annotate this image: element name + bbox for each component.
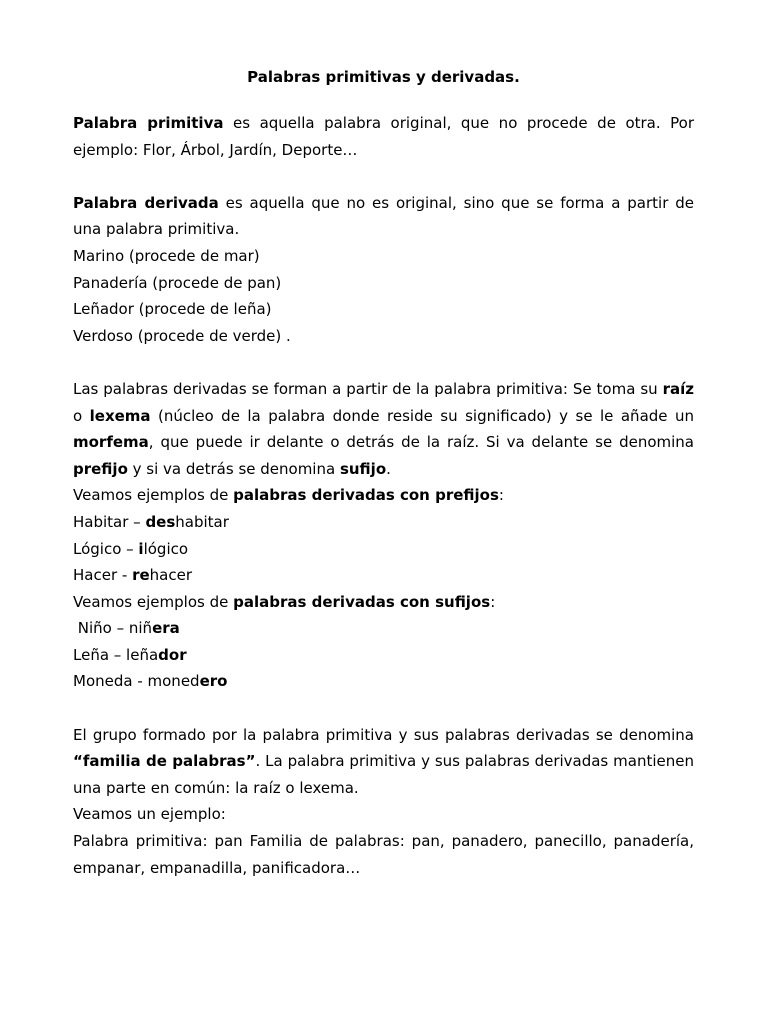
example-base: Leña – leña (73, 645, 159, 664)
formation-text: . (386, 459, 391, 478)
example-rest: hacer (149, 566, 192, 585)
example-base: Habitar – (73, 512, 146, 531)
example-rest: lógico (143, 539, 189, 558)
spacer (73, 695, 694, 722)
sufijo-example (73, 615, 694, 642)
example-affix: re (132, 566, 150, 585)
familia-text: El grupo formado por la palabra primitiva y sus palabras derivadas se denomina (73, 725, 694, 744)
example-rest: habitar (175, 512, 229, 531)
example-base: Hacer - (73, 566, 133, 585)
paragraph-primitiva (73, 110, 694, 163)
derivada-example: Verdoso (procede de verde) . (73, 326, 291, 345)
formation-term: lexema (89, 406, 151, 425)
example-base: Niño – niñ (73, 619, 153, 638)
example-affix: dor (158, 645, 187, 664)
familia-term: “familia de palabras” (73, 752, 256, 771)
prefijos-intro (73, 482, 694, 509)
derivada-example: Panadería (procede de pan) (73, 273, 282, 292)
document-page (73, 66, 694, 881)
sufijo-example (73, 668, 694, 695)
paragraph-familia (73, 722, 694, 802)
term-derivada: Palabra derivada (73, 193, 219, 212)
example-affix: des (145, 512, 176, 531)
spacer (73, 163, 694, 190)
example-affix: ero (199, 672, 228, 691)
prefijos-intro-end: : (498, 486, 504, 505)
prefijos-intro-text: Veamos ejemplos de (73, 486, 234, 505)
formation-text: (núcleo de la palabra donde reside su significado) y se le añade un (150, 406, 694, 425)
familia-text: . La palabra primitiva y sus palabras derivadas mantienen una parte en común: la raíz o lexema. (73, 752, 694, 797)
text-primitiva: es aquella palabra original, que no procede de otra. Por ejemplo: Flor, Árbol, Jardín, Deporte… (73, 114, 695, 159)
formation-term: sufijo (339, 459, 387, 478)
formation-text: Las palabras derivadas se forman a partir de la palabra primitiva: Se toma su (73, 379, 663, 398)
derivada-example: Leñador (procede de leña) (73, 300, 272, 319)
derivada-example: Marino (procede de mar) (73, 246, 260, 265)
sufijos-intro (73, 589, 694, 616)
familia-example-intro: Veamos un ejemplo: (73, 805, 226, 824)
formation-text: o (73, 406, 90, 425)
example-base: Lógico – (73, 539, 139, 558)
example-base: Moneda - moned (73, 672, 200, 691)
sufijos-intro-text: Veamos ejemplos de (73, 592, 234, 611)
prefijo-example (73, 536, 694, 563)
example-affix: i (138, 539, 144, 558)
formation-term: prefijo (73, 459, 128, 478)
prefijos-intro-bold: palabras derivadas con prefijos (233, 486, 499, 505)
sufijo-example (73, 642, 694, 669)
spacer (73, 349, 694, 376)
formation-text: , que puede ir delante o detrás de la raíz. Si va delante se denomina (148, 433, 694, 452)
paragraph-derivada (73, 190, 694, 243)
familia-example: Palabra primitiva: pan Familia de palabras: pan, panadero, panecillo, panadería, empanar, empanadilla, panificadora… (73, 832, 694, 877)
example-affix: era (152, 619, 180, 638)
text-derivada: es aquella que no es original, sino que se forma a partir de una palabra primitiva. (73, 193, 694, 239)
formation-term: raíz (662, 379, 694, 398)
prefijo-example (73, 509, 694, 536)
prefijo-example (73, 562, 694, 589)
sufijos-intro-end: : (490, 592, 496, 611)
formation-term: morfema (73, 433, 149, 452)
term-primitiva: Palabra primitiva (73, 114, 224, 132)
paragraph-formation (73, 376, 694, 482)
formation-text: y si va detrás se denomina (127, 459, 340, 478)
sufijos-intro-bold: palabras derivadas con sufijos (233, 592, 491, 611)
document-title: Palabras primitivas y derivadas. (247, 68, 520, 86)
